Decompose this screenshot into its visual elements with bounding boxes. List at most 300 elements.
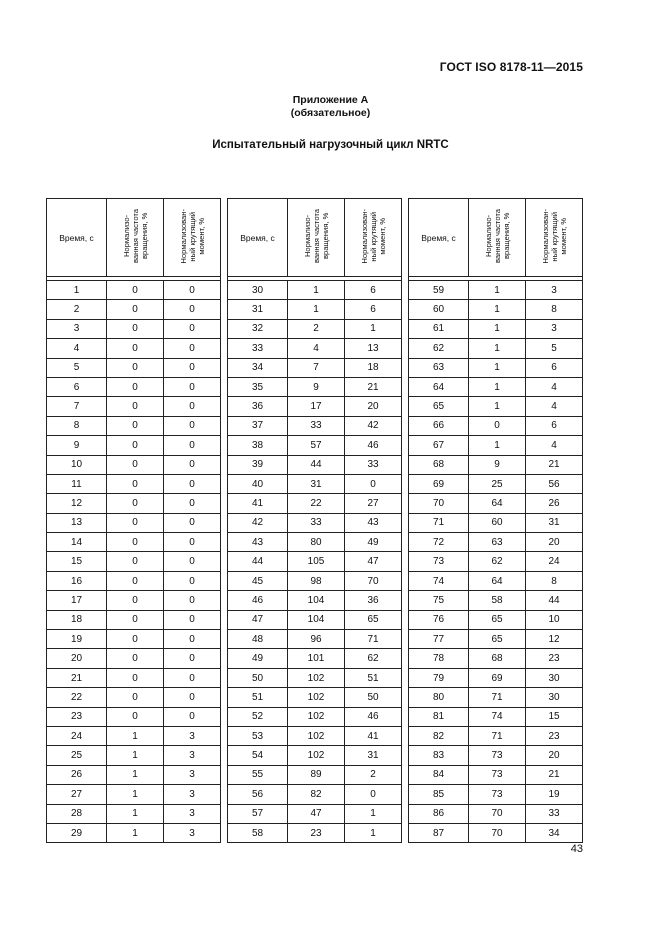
cell-torque: 4 [526, 397, 583, 416]
cell-torque: 0 [164, 319, 221, 338]
cell-time: 60 [409, 300, 469, 319]
cell-torque: 0 [164, 339, 221, 358]
cell-speed: 7 [288, 358, 345, 377]
cell-torque: 0 [164, 377, 221, 396]
table-row [409, 397, 583, 416]
cell-speed: 0 [107, 707, 164, 726]
cell-speed: 0 [107, 630, 164, 649]
cell-torque: 3 [526, 319, 583, 338]
table-row [409, 785, 583, 804]
table-row [228, 668, 402, 687]
cell-torque: 46 [345, 436, 402, 455]
cell-torque: 71 [345, 630, 402, 649]
column-header-speed: Нормализо- ванная частота вращения, % [288, 199, 345, 277]
table-row [409, 591, 583, 610]
cell-speed: 0 [107, 649, 164, 668]
document-title: Испытательный нагрузочный цикл NRTC [212, 139, 449, 151]
cell-torque: 15 [526, 707, 583, 726]
cell-torque: 0 [164, 533, 221, 552]
cell-torque: 0 [164, 358, 221, 377]
cell-torque: 0 [164, 688, 221, 707]
cell-time: 69 [409, 474, 469, 493]
cell-speed: 65 [469, 630, 526, 649]
cell-time: 61 [409, 319, 469, 338]
cell-speed: 1 [469, 436, 526, 455]
cell-torque: 0 [164, 300, 221, 319]
cell-speed: 0 [107, 552, 164, 571]
table-row [409, 707, 583, 726]
cell-time: 39 [228, 455, 288, 474]
cell-speed: 0 [107, 397, 164, 416]
cell-speed: 102 [288, 746, 345, 765]
cell-time: 7 [47, 397, 107, 416]
cell-time: 38 [228, 436, 288, 455]
table-row [409, 571, 583, 590]
cell-time: 53 [228, 726, 288, 745]
cell-time: 31 [228, 300, 288, 319]
cell-torque: 3 [164, 746, 221, 765]
cell-torque: 46 [345, 707, 402, 726]
cell-speed: 71 [469, 688, 526, 707]
table-row [409, 610, 583, 629]
cell-speed: 96 [288, 630, 345, 649]
table-row [47, 397, 221, 416]
cell-speed: 4 [288, 339, 345, 358]
cell-speed: 0 [107, 494, 164, 513]
cell-torque: 0 [164, 707, 221, 726]
cell-time: 76 [409, 610, 469, 629]
cell-speed: 0 [107, 358, 164, 377]
cell-speed: 1 [469, 358, 526, 377]
cell-speed: 25 [469, 474, 526, 493]
cell-speed: 0 [107, 668, 164, 687]
cell-torque: 8 [526, 300, 583, 319]
table-row [228, 649, 402, 668]
cell-torque: 3 [526, 281, 583, 300]
cell-speed: 1 [469, 319, 526, 338]
table-row [409, 726, 583, 745]
cell-torque: 19 [526, 785, 583, 804]
cell-time: 11 [47, 474, 107, 493]
table-row [47, 377, 221, 396]
cell-time: 74 [409, 571, 469, 590]
column-header-torque: Нормализован- ный крутящий момент, % [526, 199, 583, 277]
cell-speed: 102 [288, 707, 345, 726]
cell-time: 75 [409, 591, 469, 610]
cell-torque: 4 [526, 377, 583, 396]
cell-torque: 36 [345, 591, 402, 610]
cell-time: 14 [47, 533, 107, 552]
cell-torque: 0 [164, 281, 221, 300]
cell-speed: 1 [107, 804, 164, 823]
table-row [409, 474, 583, 493]
cell-torque: 0 [164, 571, 221, 590]
cell-speed: 63 [469, 533, 526, 552]
cell-torque: 47 [345, 552, 402, 571]
table-row [47, 319, 221, 338]
cell-torque: 6 [526, 358, 583, 377]
table-row [47, 823, 221, 842]
cell-torque: 3 [164, 823, 221, 842]
cell-time: 51 [228, 688, 288, 707]
cell-speed: 9 [288, 377, 345, 396]
cell-torque: 6 [526, 416, 583, 435]
table-row [47, 707, 221, 726]
cell-torque: 26 [526, 494, 583, 513]
cell-time: 19 [47, 630, 107, 649]
table-row [409, 377, 583, 396]
cell-time: 21 [47, 668, 107, 687]
table-row [47, 746, 221, 765]
cell-time: 25 [47, 746, 107, 765]
table-row [47, 474, 221, 493]
cell-time: 4 [47, 339, 107, 358]
cell-time: 36 [228, 397, 288, 416]
table-row [47, 804, 221, 823]
cell-torque: 33 [345, 455, 402, 474]
cell-time: 47 [228, 610, 288, 629]
cell-torque: 1 [345, 804, 402, 823]
table-row [228, 571, 402, 590]
cell-speed: 44 [288, 455, 345, 474]
table-row [228, 513, 402, 532]
table-row [409, 668, 583, 687]
cell-time: 20 [47, 649, 107, 668]
cell-time: 16 [47, 571, 107, 590]
table-row [47, 455, 221, 474]
column-header-speed: Нормализо- ванная частота вращения, % [469, 199, 526, 277]
standard-designation: ГОСТ ISO 8178-11—2015 [439, 60, 583, 74]
table-row [47, 552, 221, 571]
cell-speed: 1 [107, 823, 164, 842]
table-row [228, 610, 402, 629]
column-header-torque: Нормализован- ный крутящий момент, % [164, 199, 221, 277]
cell-torque: 0 [164, 630, 221, 649]
cell-time: 40 [228, 474, 288, 493]
column-header-speed: Нормализо- ванная частота вращения, % [107, 199, 164, 277]
cell-time: 86 [409, 804, 469, 823]
cell-torque: 0 [164, 668, 221, 687]
cell-speed: 31 [288, 474, 345, 493]
cell-torque: 1 [345, 319, 402, 338]
table-row [228, 688, 402, 707]
table-row [409, 300, 583, 319]
cell-torque: 6 [345, 300, 402, 319]
table-row [47, 513, 221, 532]
data-table-2 [227, 198, 402, 843]
table-row [409, 688, 583, 707]
cell-speed: 105 [288, 552, 345, 571]
cell-speed: 70 [469, 804, 526, 823]
table-row [409, 494, 583, 513]
table-row [409, 513, 583, 532]
cell-time: 15 [47, 552, 107, 571]
cell-speed: 70 [469, 823, 526, 842]
cell-speed: 1 [469, 377, 526, 396]
cell-time: 1 [47, 281, 107, 300]
table-row [228, 823, 402, 842]
table-row [47, 281, 221, 300]
cell-speed: 102 [288, 688, 345, 707]
cell-time: 37 [228, 416, 288, 435]
cell-torque: 3 [164, 765, 221, 784]
cell-time: 24 [47, 726, 107, 745]
cell-time: 9 [47, 436, 107, 455]
cell-speed: 1 [469, 339, 526, 358]
cell-torque: 3 [164, 785, 221, 804]
table-row [409, 804, 583, 823]
cell-speed: 62 [469, 552, 526, 571]
cell-speed: 0 [107, 377, 164, 396]
cell-time: 26 [47, 765, 107, 784]
cell-time: 35 [228, 377, 288, 396]
cell-speed: 17 [288, 397, 345, 416]
cell-torque: 0 [345, 474, 402, 493]
cell-time: 41 [228, 494, 288, 513]
cell-time: 30 [228, 281, 288, 300]
table-row [47, 494, 221, 513]
cell-speed: 0 [107, 319, 164, 338]
cell-torque: 0 [164, 397, 221, 416]
cell-time: 79 [409, 668, 469, 687]
cell-speed: 58 [469, 591, 526, 610]
cell-time: 56 [228, 785, 288, 804]
table-row [228, 377, 402, 396]
cell-torque: 0 [345, 785, 402, 804]
data-table-3 [408, 198, 583, 843]
table-row [228, 455, 402, 474]
cell-time: 85 [409, 785, 469, 804]
cell-time: 8 [47, 416, 107, 435]
cell-torque: 4 [526, 436, 583, 455]
cell-torque: 13 [345, 339, 402, 358]
cell-time: 66 [409, 416, 469, 435]
cell-torque: 62 [345, 649, 402, 668]
cell-speed: 1 [469, 281, 526, 300]
table-row [409, 436, 583, 455]
table-row [228, 630, 402, 649]
cell-time: 23 [47, 707, 107, 726]
table-row [228, 552, 402, 571]
table-row [47, 785, 221, 804]
cell-time: 17 [47, 591, 107, 610]
cell-time: 82 [409, 726, 469, 745]
table-row [409, 533, 583, 552]
cell-torque: 20 [526, 746, 583, 765]
cell-torque: 23 [526, 726, 583, 745]
cell-torque: 65 [345, 610, 402, 629]
cell-torque: 2 [345, 765, 402, 784]
data-table-1 [46, 198, 221, 843]
table-row [47, 688, 221, 707]
cell-speed: 0 [107, 300, 164, 319]
cell-torque: 0 [164, 649, 221, 668]
cell-time: 3 [47, 319, 107, 338]
cell-time: 87 [409, 823, 469, 842]
cell-speed: 33 [288, 513, 345, 532]
column-header-time: Время, с [47, 199, 107, 277]
cell-torque: 33 [526, 804, 583, 823]
cell-torque: 0 [164, 494, 221, 513]
cell-time: 64 [409, 377, 469, 396]
cell-time: 6 [47, 377, 107, 396]
cell-torque: 34 [526, 823, 583, 842]
cell-speed: 89 [288, 765, 345, 784]
table-row [47, 339, 221, 358]
cell-speed: 80 [288, 533, 345, 552]
cell-torque: 0 [164, 610, 221, 629]
cell-time: 22 [47, 688, 107, 707]
cell-torque: 24 [526, 552, 583, 571]
cell-torque: 6 [345, 281, 402, 300]
table-row [47, 533, 221, 552]
cell-torque: 0 [164, 455, 221, 474]
cell-speed: 1 [469, 300, 526, 319]
cell-torque: 0 [164, 513, 221, 532]
cell-speed: 104 [288, 591, 345, 610]
cell-time: 84 [409, 765, 469, 784]
cell-torque: 44 [526, 591, 583, 610]
cell-speed: 0 [107, 688, 164, 707]
cell-time: 70 [409, 494, 469, 513]
table-row [409, 649, 583, 668]
table-row [47, 630, 221, 649]
cell-torque: 23 [526, 649, 583, 668]
cell-time: 18 [47, 610, 107, 629]
table-row [228, 726, 402, 745]
table-row [228, 319, 402, 338]
table-row [228, 746, 402, 765]
cell-speed: 1 [107, 746, 164, 765]
cell-time: 83 [409, 746, 469, 765]
table-row [228, 339, 402, 358]
cell-torque: 0 [164, 591, 221, 610]
cell-time: 45 [228, 571, 288, 590]
cell-time: 50 [228, 668, 288, 687]
cell-torque: 0 [164, 416, 221, 435]
cell-speed: 104 [288, 610, 345, 629]
table-row [47, 358, 221, 377]
cell-time: 13 [47, 513, 107, 532]
cell-torque: 21 [526, 765, 583, 784]
cell-torque: 70 [345, 571, 402, 590]
table-row [409, 746, 583, 765]
appendix-label: Приложение А [292, 94, 369, 106]
cell-time: 52 [228, 707, 288, 726]
cell-time: 28 [47, 804, 107, 823]
cell-speed: 71 [469, 726, 526, 745]
cell-torque: 31 [526, 513, 583, 532]
cell-torque: 42 [345, 416, 402, 435]
cell-time: 80 [409, 688, 469, 707]
cell-speed: 0 [107, 339, 164, 358]
cell-time: 42 [228, 513, 288, 532]
table-row [228, 281, 402, 300]
appendix-status: (обязательное) [290, 107, 371, 119]
cell-time: 63 [409, 358, 469, 377]
cell-time: 10 [47, 455, 107, 474]
cell-time: 12 [47, 494, 107, 513]
table-row [228, 494, 402, 513]
cell-time: 81 [409, 707, 469, 726]
table-row [228, 300, 402, 319]
table-row [47, 300, 221, 319]
cell-torque: 3 [164, 726, 221, 745]
cell-torque: 43 [345, 513, 402, 532]
cell-speed: 0 [107, 436, 164, 455]
table-row [409, 552, 583, 571]
cell-torque: 3 [164, 804, 221, 823]
cell-speed: 1 [107, 765, 164, 784]
table-row [409, 765, 583, 784]
cell-speed: 1 [469, 397, 526, 416]
cell-speed: 0 [107, 571, 164, 590]
cell-torque: 31 [345, 746, 402, 765]
cell-time: 62 [409, 339, 469, 358]
table-row [409, 416, 583, 435]
page-number: 43 [570, 843, 583, 855]
cell-speed: 64 [469, 494, 526, 513]
cell-torque: 0 [164, 552, 221, 571]
cell-speed: 68 [469, 649, 526, 668]
cell-speed: 101 [288, 649, 345, 668]
cell-torque: 56 [526, 474, 583, 493]
cell-time: 55 [228, 765, 288, 784]
cell-speed: 0 [107, 513, 164, 532]
cell-speed: 73 [469, 765, 526, 784]
cell-speed: 0 [107, 610, 164, 629]
cell-time: 5 [47, 358, 107, 377]
table-row [47, 610, 221, 629]
table-row [228, 397, 402, 416]
cell-time: 34 [228, 358, 288, 377]
cell-time: 68 [409, 455, 469, 474]
cell-torque: 20 [526, 533, 583, 552]
cell-torque: 30 [526, 688, 583, 707]
cell-time: 46 [228, 591, 288, 610]
column-header-time: Время, с [409, 199, 469, 277]
cell-time: 2 [47, 300, 107, 319]
cell-torque: 30 [526, 668, 583, 687]
table-row [228, 591, 402, 610]
table-row [409, 358, 583, 377]
cell-speed: 0 [107, 474, 164, 493]
cell-torque: 27 [345, 494, 402, 513]
cell-time: 33 [228, 339, 288, 358]
cell-speed: 82 [288, 785, 345, 804]
table-row [409, 455, 583, 474]
cell-speed: 23 [288, 823, 345, 842]
column-header-torque: Нормализован- ный крутящий момент, % [345, 199, 402, 277]
table-row [228, 785, 402, 804]
cell-speed: 57 [288, 436, 345, 455]
table-row [228, 474, 402, 493]
cell-speed: 74 [469, 707, 526, 726]
cell-time: 43 [228, 533, 288, 552]
table-row [228, 416, 402, 435]
cell-speed: 0 [107, 591, 164, 610]
cell-speed: 65 [469, 610, 526, 629]
table-row [228, 533, 402, 552]
cell-time: 44 [228, 552, 288, 571]
table-row [47, 436, 221, 455]
table-row [47, 726, 221, 745]
cell-speed: 1 [107, 785, 164, 804]
cell-speed: 0 [107, 455, 164, 474]
cell-speed: 102 [288, 726, 345, 745]
cell-torque: 10 [526, 610, 583, 629]
cell-speed: 2 [288, 319, 345, 338]
